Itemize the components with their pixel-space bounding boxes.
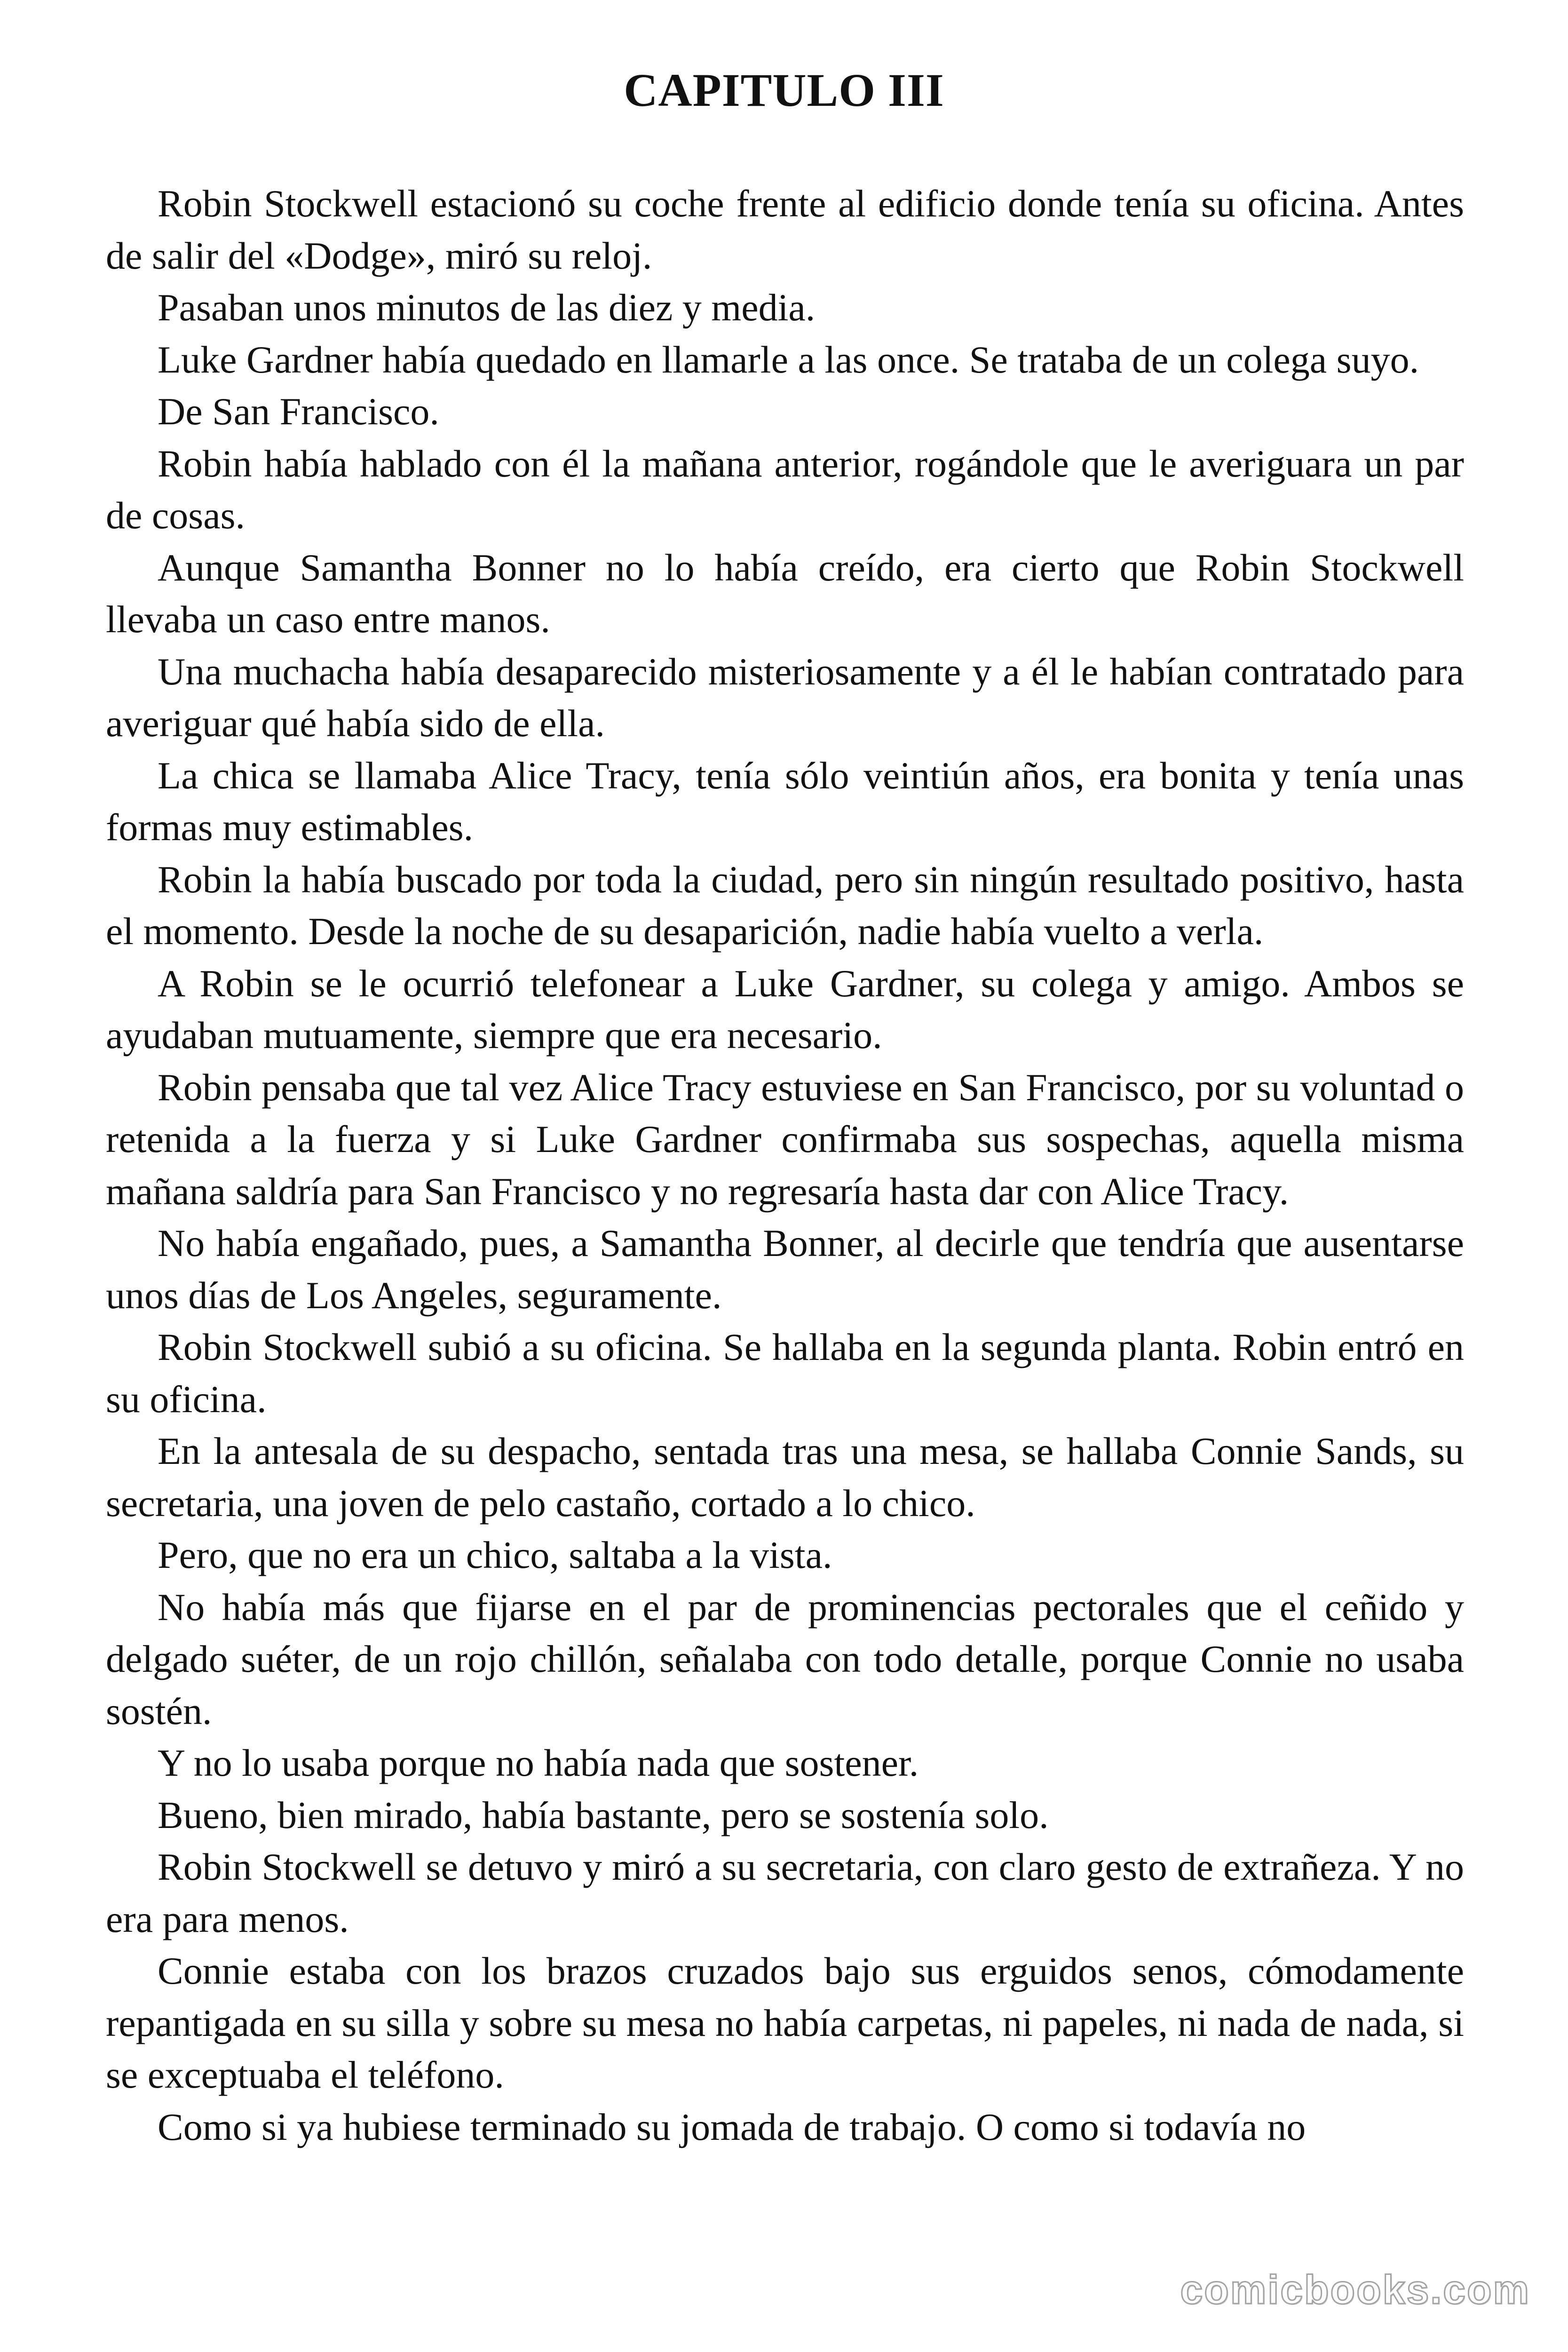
paragraph: Pasaban unos minutos de las diez y media.: [158, 286, 816, 329]
paragraph: Robin Stockwell subió a su oficina. Se hallaba en la segunda planta. Robin entró en su oficina.: [106, 1326, 1464, 1421]
paragraph: Bueno, bien mirado, había bastante, pero se sostenía solo.: [158, 1793, 1049, 1836]
paragraph: Robin la había buscado por toda la ciudad, pero sin ningún resultado positivo, hasta el momento. Desde la noche de su desaparición, nadie había vuelto a verla.: [106, 858, 1464, 953]
paragraph: Una muchacha había desaparecido misteriosamente y a él le habían contratado para averiguar qué había sido de ella.: [106, 650, 1464, 745]
watermark-logo: comicbooks.com: [1180, 2267, 1530, 2312]
paragraph: Robin pensaba que tal vez Alice Tracy estuviese en San Francisco, por su voluntad o retenida a la fuerza y si Luke Gardner confirmaba sus sospechas, aquella misma mañana saldría para San Francisco y no regresaría hasta dar con Alice Tracy.: [106, 1065, 1464, 1213]
paragraph: En la antesala de su despacho, sentada tras una mesa, se hallaba Connie Sands, su secretaria, una joven de pelo castaño, cortado a lo chico.: [106, 1430, 1464, 1525]
paragraph: Connie estaba con los brazos cruzados bajo sus erguidos senos, cómodamente repantigada en su silla y sobre su mesa no había carpetas, ni papeles, ni nada de nada, si se exceptuaba el teléfono.: [106, 1949, 1464, 2096]
paragraph: Como si ya hubiese terminado su jomada de trabajo. O como si todavía no: [158, 2105, 1306, 2148]
paragraph: Luke Gardner había quedado en llamarle a las once. Se trataba de un colega suyo.: [158, 338, 1419, 381]
paragraph: Aunque Samantha Bonner no lo había creído, era cierto que Robin Stockwell llevaba un caso entre manos.: [106, 546, 1464, 641]
paragraph: De San Francisco.: [158, 390, 439, 433]
paragraph: No había más que fijarse en el par de prominencias pectorales que el ceñido y delgado suéter, de un rojo chillón, señalaba con todo detalle, porque Connie no usaba sostén.: [106, 1585, 1464, 1732]
paragraph: La chica se llamaba Alice Tracy, tenía sólo veintiún años, era bonita y tenía unas formas muy estimables.: [106, 754, 1464, 849]
paragraph: Pero, que no era un chico, saltaba a la vista.: [158, 1534, 832, 1576]
paragraph: Y no lo usaba porque no había nada que sostener.: [158, 1741, 919, 1784]
chapter-title: CAPITULO III: [624, 64, 944, 116]
paragraph: No había engañado, pues, a Samantha Bonner, al decirle que tendría que ausentarse unos días de Los Angeles, seguramente.: [106, 1222, 1464, 1317]
paragraph: Robin Stockwell estacionó su coche frente al edificio donde tenía su oficina. Antes de salir del «Dodge», miró su reloj.: [106, 182, 1464, 277]
paragraph: Robin había hablado con él la mañana anterior, rogándole que le averiguara un par de cosas.: [106, 442, 1464, 537]
paragraph: Robin Stockwell se detuvo y miró a su secretaria, con claro gesto de extrañeza. Y no era para menos.: [106, 1845, 1464, 1940]
paragraph: A Robin se le ocurrió telefonear a Luke Gardner, su colega y amigo. Ambos se ayudaban mutuamente, siempre que era necesario.: [106, 961, 1464, 1057]
body-text: [106, 178, 1464, 2153]
